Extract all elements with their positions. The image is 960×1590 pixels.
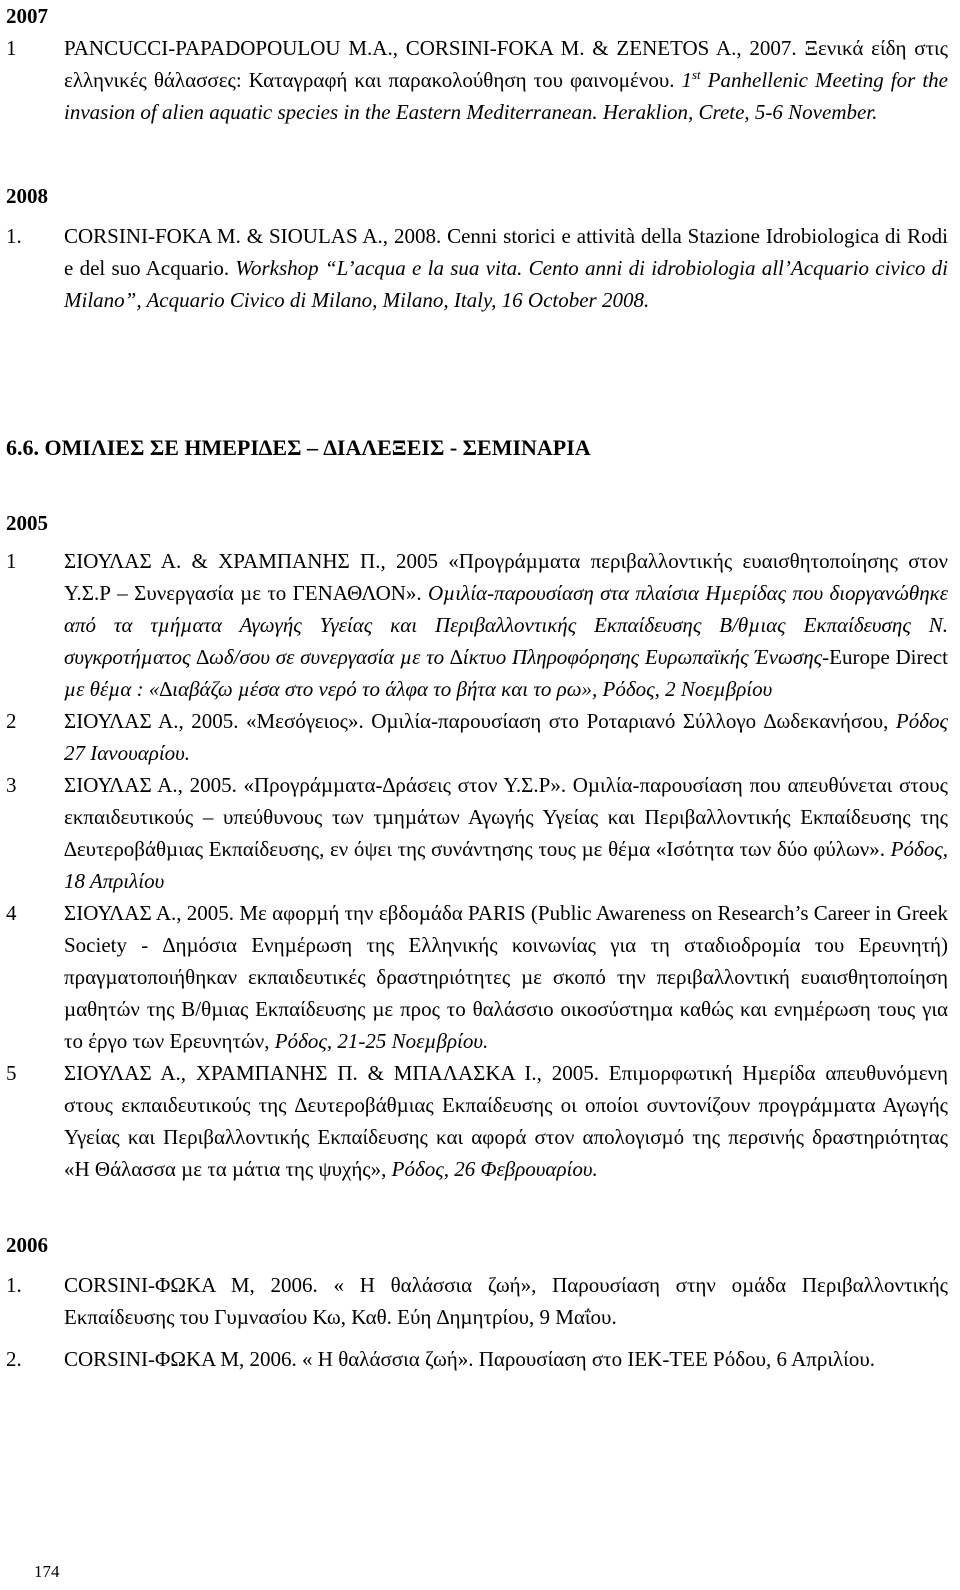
entry-number: 3 — [6, 773, 17, 797]
entry-text: ΣΙΟΥΛΑΣ Α., 2005. Με αφορµή την εβδοµάδα PARIS (Public Awareness on Research’s Career in Greek Society - ∆ηµόσια Ενηµέρωση της Ελληνικής κοινωνίας για τη σταδιοδροµία του Ερευνητή) πραγµατοποιήθηκαν εκπαιδευτικές δραστηριότητες µε σκοπό την περιβαλλοντική ευαισθητοποίηση µαθητών της Β/θµιας Εκπαίδευσης µε προς το θαλάσσιο οικοσύστηµα καθώς και ενηµέρωση τους για το έργο των Ερευνητών, — [64, 901, 948, 1053]
entry-number: 4 — [6, 901, 17, 925]
entry-italic-text: Ρόδος 27 Ιανουαρίου. — [64, 709, 948, 765]
reference-entry — [6, 897, 948, 1057]
section-heading: 6.6. ΟΜΙΛΙΕΣ ΣΕ ΗΜΕΡΙ∆ΕΣ – ∆ΙΑΛΕΞΕΙΣ - ΣΕΜΙΝΑΡΙΑ — [6, 435, 591, 460]
entry-italic-text: Ρόδος, 18 Απριλίου — [64, 837, 948, 893]
entry-number: 1. — [6, 1273, 22, 1297]
year-heading-2005: 2005 — [6, 511, 48, 535]
year-heading-2007: 2007 — [6, 4, 48, 28]
reference-entry — [6, 545, 948, 705]
document-page — [6, 0, 948, 1375]
entry-text: ΣΙΟΥΛΑΣ Α. & ΧΡΑΜΠΑΝΗΣ Π., 2005 «Προγράµµατα περιβαλλοντικής ευαισθητοποίησης στον Υ.Σ.Ρ – Συνεργασία µε το ΓΕΝΑΘΛΟΝ». — [64, 549, 948, 605]
year-heading-2006: 2006 — [6, 1233, 48, 1257]
entry-number: 1 — [6, 549, 17, 573]
entry-italic-text: 1st Panhellenic Meeting for the invasion of alien aquatic species in the Eastern Mediterranean. Heraklion, Crete, 5-6 November. — [64, 67, 948, 124]
entry-text: CORSINI-ΦΩΚΑ Μ, 2006. « Η θαλάσσια ζωή». Παρουσίαση στο ΙΕΚ-ΤΕΕ Ρόδου, 6 Απριλίου. — [64, 1347, 875, 1371]
entry-italic-text: Οµιλία-παρουσίαση στα πλαίσια Ηµερίδας που διοργανώθηκε από τα τµήµατα Αγωγής Υγείας και Περιβαλλοντικής Εκπαίδευσης Β/θµιας Εκπαίδευσης Ν. συγκροτήµατος ∆ωδ/σου σε συνεργασία µε το ∆ίκτυο Πληροφόρησης Ευρωπαϊκής Ένωσης-Europe Direct µε θέµα : «∆ιαβάζω µέσα στο νερό το άλφα το βήτα και το ρω», Ρόδος, 2 Νοεµβρίου — [64, 581, 948, 701]
entry-italic-text: Ρόδος, 26 Φεβρουαρίου. — [391, 1157, 598, 1181]
entry-text: ΣΙΟΥΛΑΣ Α., 2005. «Προγράµµατα-∆ράσεις στον Υ.Σ.Ρ». Οµιλία-παρουσίαση που απευθύνεται στους εκπαιδευτικούς – υπεύθυνους των τµηµάτων Αγωγής Υγείας και Περιβαλλοντικής Εκπαίδευσης της ∆ευτεροβάθµιας Εκπαίδευσης, εν όψει της συνάντησης τους µε θέµα «Ισότητα των δύο φύλων». — [64, 773, 948, 861]
entry-text: CORSINI-ΦΩΚΑ Μ, 2006. « Η θαλάσσια ζωή», Παρουσίαση στην οµάδα Περιβαλλοντικής Εκπαίδευσης του Γυµνασίου Κω, Καθ. Εύη ∆ηµητρίου, 9 Μαΐου. — [64, 1273, 948, 1329]
reference-entry — [6, 220, 948, 316]
reference-entry — [6, 32, 948, 128]
reference-entry — [6, 1057, 948, 1185]
page-number: 174 — [34, 1562, 60, 1581]
entry-italic-text: Workshop “L’acqua e la sua vita. Cento anni di idrobiologia all’Acquario civico di Milano”, Acquario Civico di Milano, Milano, Italy, 16 October 2008. — [64, 256, 949, 312]
entry-number: 1. — [6, 224, 22, 248]
entry-number: 2. — [6, 1347, 22, 1371]
entry-number: 1 — [6, 36, 17, 60]
entry-text: PANCUCCI-PAPADOPOULOU M.A., CORSINI-FOKA M. & ZENETOS A., 2007. Ξενικά είδη στις ελληνικές θάλασσες: Καταγραφή και παρακολούθηση του φαινομένου. — [64, 36, 948, 92]
entry-number: 5 — [6, 1061, 17, 1085]
entry-text: CORSINI-FOKA M. & SIOULAS A., 2008. Cenni storici e attività della Stazione Idrobiologica di Rodi e del suo Acquario. — [64, 224, 948, 280]
reference-entry — [6, 1269, 948, 1333]
reference-entry — [6, 769, 948, 897]
entry-italic-text: Ρόδος, 21-25 Νοεµβρίου. — [274, 1029, 489, 1053]
entry-text: ΣΙΟΥΛΑΣ Α., 2005. «Μεσόγειος». Οµιλία-παρουσίαση στο Ροταριανό Σύλλογο ∆ωδεκανήσου, — [64, 709, 896, 733]
entry-number: 2 — [6, 709, 17, 733]
reference-entry — [6, 705, 948, 769]
entry-text: ΣΙΟΥΛΑΣ Α., ΧΡΑΜΠΑΝΗΣ Π. & ΜΠΑΛΑΣΚΑ Ι., 2005. Επιµορφωτική Ηµερίδα απευθυνόµενη στους εκπαιδευτικούς της ∆ευτεροβάθµιας Εκπαίδευσης οι οποίοι συντονίζουν προγράµµατα Αγωγής Υγείας και Περιβαλλοντικής Εκπαίδευσης και αφορά στον απολογισµό της περσινής δραστηριότητας «Η Θάλασσα µε τα µάτια της ψυχής», — [64, 1061, 948, 1181]
reference-entry — [6, 1343, 948, 1375]
year-heading-2008: 2008 — [6, 184, 48, 208]
